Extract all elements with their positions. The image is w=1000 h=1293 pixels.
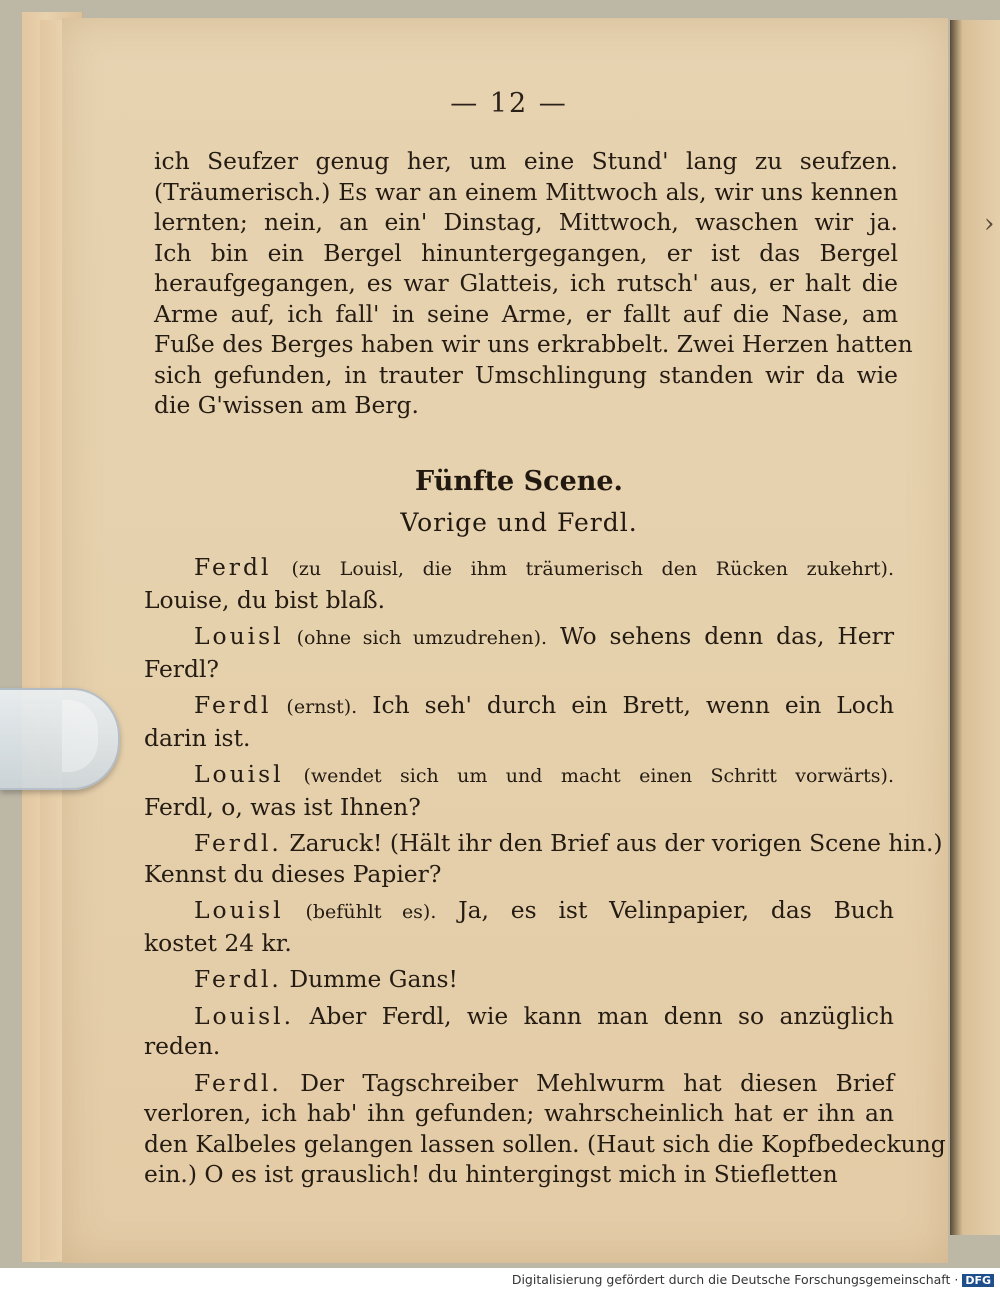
scene-subtitle: Vorige und Ferdl. [400, 508, 638, 537]
speech-text: Dumme Gans! [289, 965, 458, 993]
right-page-edge [950, 20, 1000, 1235]
prose-line: heraufgegangen, es war Glatteis, ich rutsch' aus, er halt die [154, 269, 898, 297]
speech [144, 1001, 894, 1062]
speaker-name: Louisl [194, 760, 284, 788]
speech-first-line [144, 1001, 894, 1032]
prose-block [154, 146, 913, 421]
speech [144, 552, 894, 615]
speech-line: reden. [144, 1032, 221, 1060]
prose-line: lernten; nein, an ein' Dinstag, Mittwoch, waschen wir ja. [154, 208, 898, 236]
speaker-name: Louisl [194, 896, 284, 924]
prose-line: die G'wissen am Berg. [154, 391, 419, 419]
speaker-name: Ferdl [194, 691, 272, 719]
speech-line: verloren, ich hab' ihn gefunden; wahrscheinlich hat er ihn an [144, 1099, 894, 1127]
stage-direction: (wendet sich um und macht einen Schritt vorwärts). [303, 765, 894, 787]
speech-line: Kennst du dieses Papier? [144, 859, 442, 888]
speech-line: Ferdl, o, was ist Ihnen? [144, 792, 421, 821]
speech [144, 690, 894, 753]
stage-direction: (ohne sich umzudrehen). [296, 627, 548, 649]
footer-credit [512, 1272, 994, 1287]
prose-line: sich gefunden, in trauter Umschlingung standen wir da wie [154, 360, 898, 389]
speech [144, 1068, 946, 1190]
right-page-mark: › [984, 209, 995, 239]
speaker-name: Ferdl. [194, 965, 282, 993]
speech-line: ein.) O es ist grauslich! du hintergingst mich in Stiefletten [144, 1160, 838, 1188]
speech-text: Ich seh' durch ein Brett, wenn ein Loch [372, 691, 895, 719]
speech [144, 895, 894, 958]
speech-first-line [144, 964, 894, 995]
speaker-name: Ferdl. [194, 829, 282, 857]
speaker-name: Louisl. [194, 1001, 295, 1030]
speech-first-line [144, 828, 943, 859]
speech [144, 759, 894, 822]
speech [144, 828, 943, 889]
speech-first-line [144, 1068, 894, 1099]
speaker-name: Ferdl. [194, 1068, 282, 1097]
speech-text: Zaruck! (Hält ihr den Brief aus der vorigen Scene hin.) [289, 829, 943, 857]
prose-line: (Träumerisch.) Es war an einem Mittwoch als, wir uns kennen [154, 177, 898, 206]
speech-first-line [144, 759, 894, 792]
speech-first-line [144, 621, 894, 654]
speech-text: Aber Ferdl, wie kann man denn so anzüglich [309, 1001, 894, 1030]
speech [144, 621, 894, 684]
stage-direction: (ernst). [286, 696, 358, 718]
stage-direction: (zu Louisl, die ihm träumerisch den Rücken zukehrt). [291, 558, 894, 580]
scene-title: Fünfte Scene. [415, 466, 623, 497]
speech-line: Ferdl? [144, 654, 219, 683]
speaker-name: Louisl [194, 622, 284, 650]
speech-first-line [144, 895, 894, 928]
speech-line: Louise, du bist blaß. [144, 585, 386, 614]
prose-line: ich Seufzer genug her, um eine Stund' lang zu seufzen. [154, 147, 898, 175]
speech-line: darin ist. [144, 723, 251, 752]
footer-text: Digitalisierung gefördert durch die Deutsche Forschungsgemeinschaft · [511, 1272, 959, 1287]
speech-first-line [144, 552, 894, 585]
dfg-logo-icon: DFG [962, 1274, 994, 1287]
speech-line: kostet 24 kr. [144, 928, 292, 957]
prose-line: Ich bin ein Bergel hinuntergegangen, er ist das Bergel [154, 238, 898, 267]
book-page [62, 18, 948, 1263]
prose-line: Arme auf, ich fall' in seine Arme, er fallt auf die Nase, am [154, 299, 898, 328]
speech-first-line [144, 690, 894, 723]
speech [144, 964, 894, 995]
footer-bar [0, 1268, 1000, 1293]
speaker-name: Ferdl [194, 553, 272, 581]
clip-shine [62, 700, 98, 772]
stage-direction: (befühlt es). [305, 901, 437, 923]
speech-line: den Kalbeles gelangen lassen sollen. (Haut sich die Kopfbedeckung [144, 1129, 946, 1158]
dialog-block [144, 552, 946, 1196]
speech-text: Der Tagschreiber Mehlwurm hat diesen Brief [300, 1068, 894, 1097]
speech-text: Ja, es ist Velinpapier, das Buch [458, 896, 895, 924]
page-number: — 12 — [450, 88, 568, 119]
plastic-clip [0, 688, 120, 790]
prose-line: Fuße des Berges haben wir uns erkrabbelt. Zwei Herzen hatten [154, 330, 913, 358]
speech-text: Wo sehens denn das, Herr [560, 622, 895, 650]
